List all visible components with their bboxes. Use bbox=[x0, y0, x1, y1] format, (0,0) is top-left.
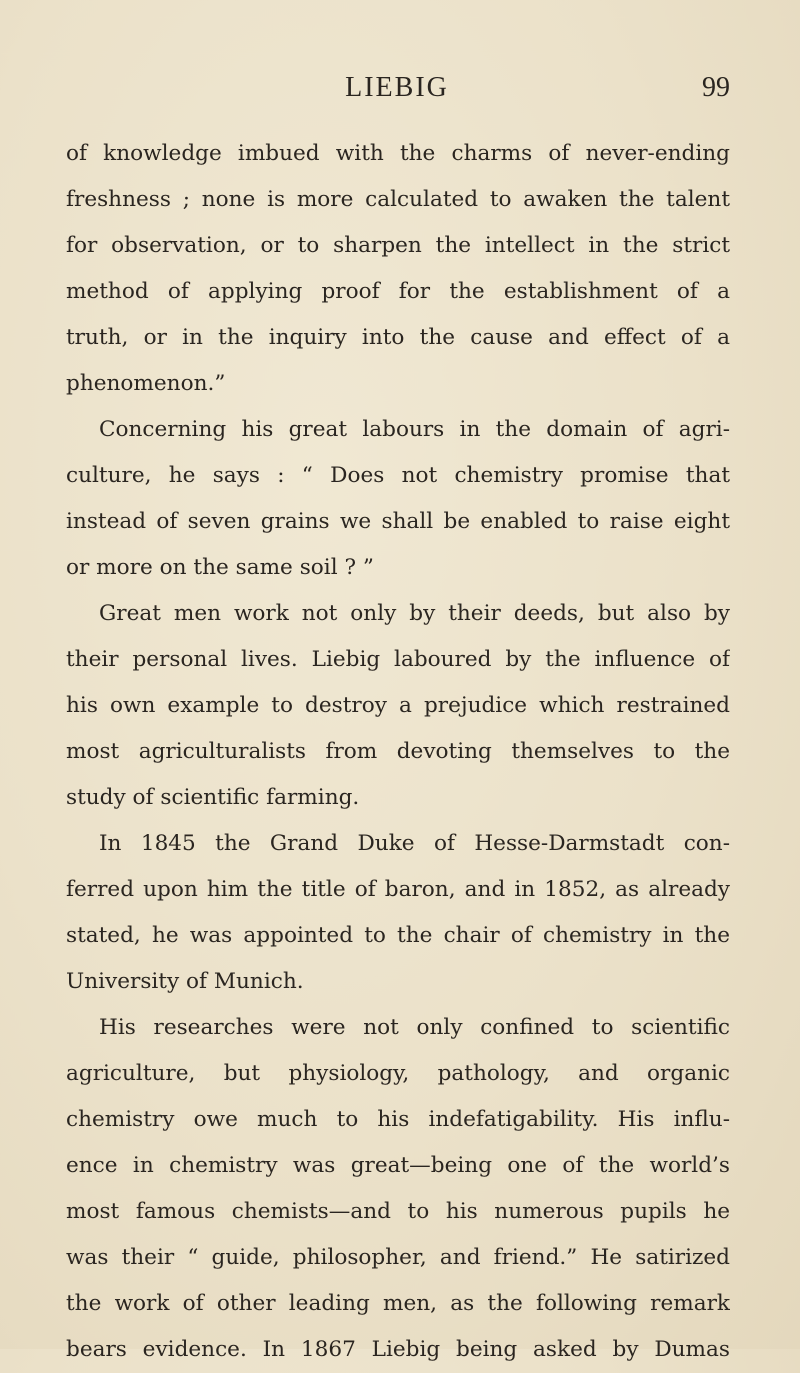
text-line: the work of other leading men, as the following remark bbox=[66, 1291, 730, 1316]
body-text bbox=[66, 131, 730, 1373]
text-line: In 1845 the Grand Duke of Hesse-Darmstadt con- bbox=[99, 831, 730, 856]
text-line: his own example to destroy a prejudice which restrained bbox=[66, 693, 730, 718]
text-line: Concerning his great labours in the domain of agri- bbox=[99, 417, 730, 442]
text-line: method of applying proof for the establishment of a bbox=[66, 279, 730, 304]
text-line: phenomenon.” bbox=[66, 371, 226, 396]
text-line: or more on the same soil ? ” bbox=[66, 555, 374, 580]
text-line: truth, or in the inquiry into the cause and effect of a bbox=[66, 325, 730, 350]
text-line: was their “ guide, philosopher, and friend.” He satirized bbox=[66, 1245, 730, 1270]
text-line: ferred upon him the title of baron, and in 1852, as already bbox=[66, 877, 730, 902]
text-line: bears evidence. In 1867 Liebig being asked by Dumas bbox=[66, 1337, 730, 1362]
text-line: chemistry owe much to his indefatigability. His influ- bbox=[66, 1107, 730, 1132]
text-line: culture, he says : “ Does not chemistry promise that bbox=[66, 463, 730, 488]
text-line: agriculture, but physiology, pathology, and organic bbox=[66, 1061, 730, 1086]
text-line: Great men work not only by their deeds, but also by bbox=[99, 601, 730, 626]
text-line: University of Munich. bbox=[66, 969, 304, 994]
text-line: freshness ; none is more calculated to awaken the talent bbox=[66, 187, 730, 212]
text-line: ence in chemistry was great—being one of the world’s bbox=[66, 1153, 730, 1178]
text-line: His researches were not only confined to scientific bbox=[99, 1015, 730, 1040]
text-line: instead of seven grains we shall be enabled to raise eight bbox=[66, 509, 730, 534]
text-line: most agriculturalists from devoting themselves to the bbox=[66, 739, 730, 764]
text-line: their personal lives. Liebig laboured by the influence of bbox=[66, 647, 730, 672]
text-line: of knowledge imbued with the charms of never-ending bbox=[66, 141, 730, 166]
text-line: stated, he was appointed to the chair of chemistry in the bbox=[66, 923, 730, 948]
text-line: study of scientific farming. bbox=[66, 785, 360, 810]
text-line: most famous chemists—and to his numerous pupils he bbox=[66, 1199, 730, 1224]
running-head bbox=[64, 72, 730, 112]
text-line: for observation, or to sharpen the intellect in the strict bbox=[66, 233, 730, 258]
running-title: LIEBIG bbox=[345, 72, 449, 103]
page-number: 99 bbox=[702, 72, 730, 103]
